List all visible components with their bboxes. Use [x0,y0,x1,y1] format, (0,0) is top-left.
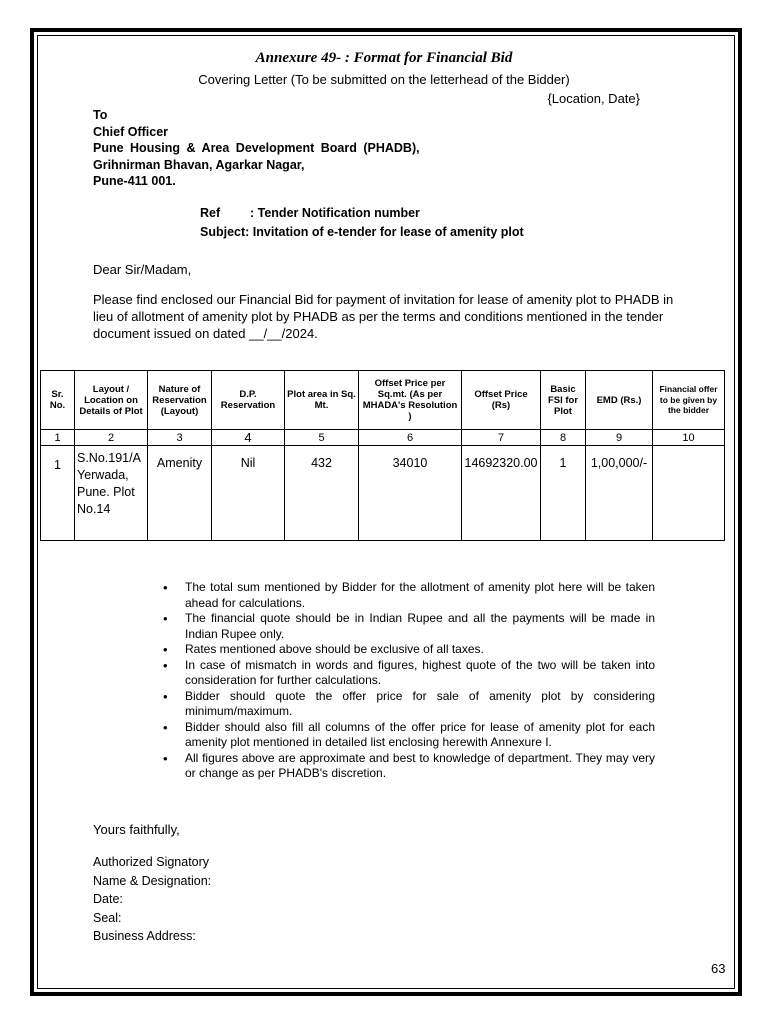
bullet-icon: • [163,657,168,673]
bullet-icon: • [163,688,168,704]
address-line: Grihnirman Bhavan, Agarkar Nagar, [93,157,305,172]
cell-offset-per-sqm: 34010 [359,446,462,541]
signature-line: Date: [93,892,123,906]
bullet-icon: • [163,580,168,595]
column-number: 1 [41,430,75,446]
cell-plot-area: 432 [285,446,359,541]
header-cell: Financial offer to be given by the bidder [653,371,725,430]
cell-sr: 1 [41,446,75,541]
document-title: Annexure 49- : Format for Financial Bid [255,50,513,66]
recipient-address [93,107,420,190]
signature-line: Business Address: [93,929,196,943]
header-cell: D.P. Reservation [212,371,285,430]
column-number: 2 [75,430,148,446]
financial-bid-table [40,370,725,541]
column-number: 4 [212,430,285,446]
cell-financial-offer [653,446,725,541]
body-paragraph: Please find enclosed our Financial Bid for payment of invitation for lease of amenity plot to PHADB in lieu of allotment of amenity plot by PHADB as per the terms and conditions mentioned in the tender document issued on dated __/__/2024. [93,292,674,341]
header-cell: Offset Price (Rs) [462,371,541,430]
column-number: 8 [541,430,586,446]
column-number-row [41,430,725,446]
cell-plot-details: S.No.191/A Yerwada, Pune. Plot No.14 [75,446,148,541]
cell-offset-price: 14692320.00 [462,446,541,541]
page-number: 63 [711,961,726,976]
list-item: • Bidder should quote the offer price for sale of amenity plot by considering minimum/maximum. [163,688,655,718]
address-line: Pune Housing & Area Development Board (PHADB), [93,141,420,155]
location-date: {Location, Date} [547,91,640,106]
column-number: 5 [285,430,359,446]
header-cell: Basic FSI for Plot [541,371,586,430]
salutation: Dear Sir/Madam, [93,262,192,277]
document-subtitle: Covering Letter (To be submitted on the letterhead of the Bidder) [198,72,570,87]
address-line: Pune-411 001. [93,174,176,188]
signature-line: Authorized Signatory [93,855,210,869]
header-cell: Layout / Location on Details of Plot [75,371,148,430]
list-item: • The total sum mentioned by Bidder for the allotment of amenity plot here will be taken ahead for calculations. [163,580,655,610]
bullet-icon: • [163,719,168,735]
bullet-icon: • [163,611,168,626]
header-cell: Offset Price per Sq.mt. (As per MHADA's Resolution ) [359,371,462,430]
subject-value: : Invitation of e-tender for lease of amenity plot [245,225,524,239]
ref-label: Ref [200,206,221,220]
header-cell: Plot area in Sq. Mt. [285,371,359,430]
list-item: • All figures above are approximate and best to knowledge of department. They may very or change as per PHADB's discretion. [163,750,655,780]
bullet-icon: • [163,750,168,766]
signature-line: Seal: [93,910,122,925]
signature-line: Name & Designation: [93,873,212,888]
header-cell: Nature of Reservation (Layout) [148,371,212,430]
closing-text: Yours faithfully, [93,822,180,837]
signature-block [93,853,211,946]
column-number: 7 [462,430,541,446]
list-item: • Bidder should also fill all columns of the offer price for lease of amenity plot for each amenity plot mentioned in detailed list enclosing herewith Annexure I. [163,719,655,749]
bullet-icon: • [163,642,168,657]
column-number: 6 [359,430,462,446]
reference-block [200,204,524,242]
list-item: • In case of mismatch in words and figures, highest quote of the two will be taken into consideration for further calculations. [163,657,655,687]
cell-dp-reservation: Nil [212,446,285,541]
column-number: 9 [586,430,653,446]
header-cell: Sr. No. [41,371,75,430]
table-row [41,446,725,541]
terms-list [163,580,655,782]
cell-nature: Amenity [148,446,212,541]
ref-value: : Tender Notification number [250,206,420,220]
header-cell: EMD (Rs.) [586,371,653,430]
cell-basic-fsi: 1 [541,446,586,541]
column-number: 10 [653,430,725,446]
table-header-row [41,371,725,430]
cell-emd: 1,00,000/- [586,446,653,541]
address-to: To [93,108,108,122]
address-line: Chief Officer [93,124,169,139]
list-item: • The financial quote should be in Indian Rupee and all the payments will be made in Indian Rupee only. [163,611,655,641]
list-item: • Rates mentioned above should be exclusive of all taxes. [163,642,484,657]
subject-label: Subject [200,225,246,239]
column-number: 3 [148,430,212,446]
